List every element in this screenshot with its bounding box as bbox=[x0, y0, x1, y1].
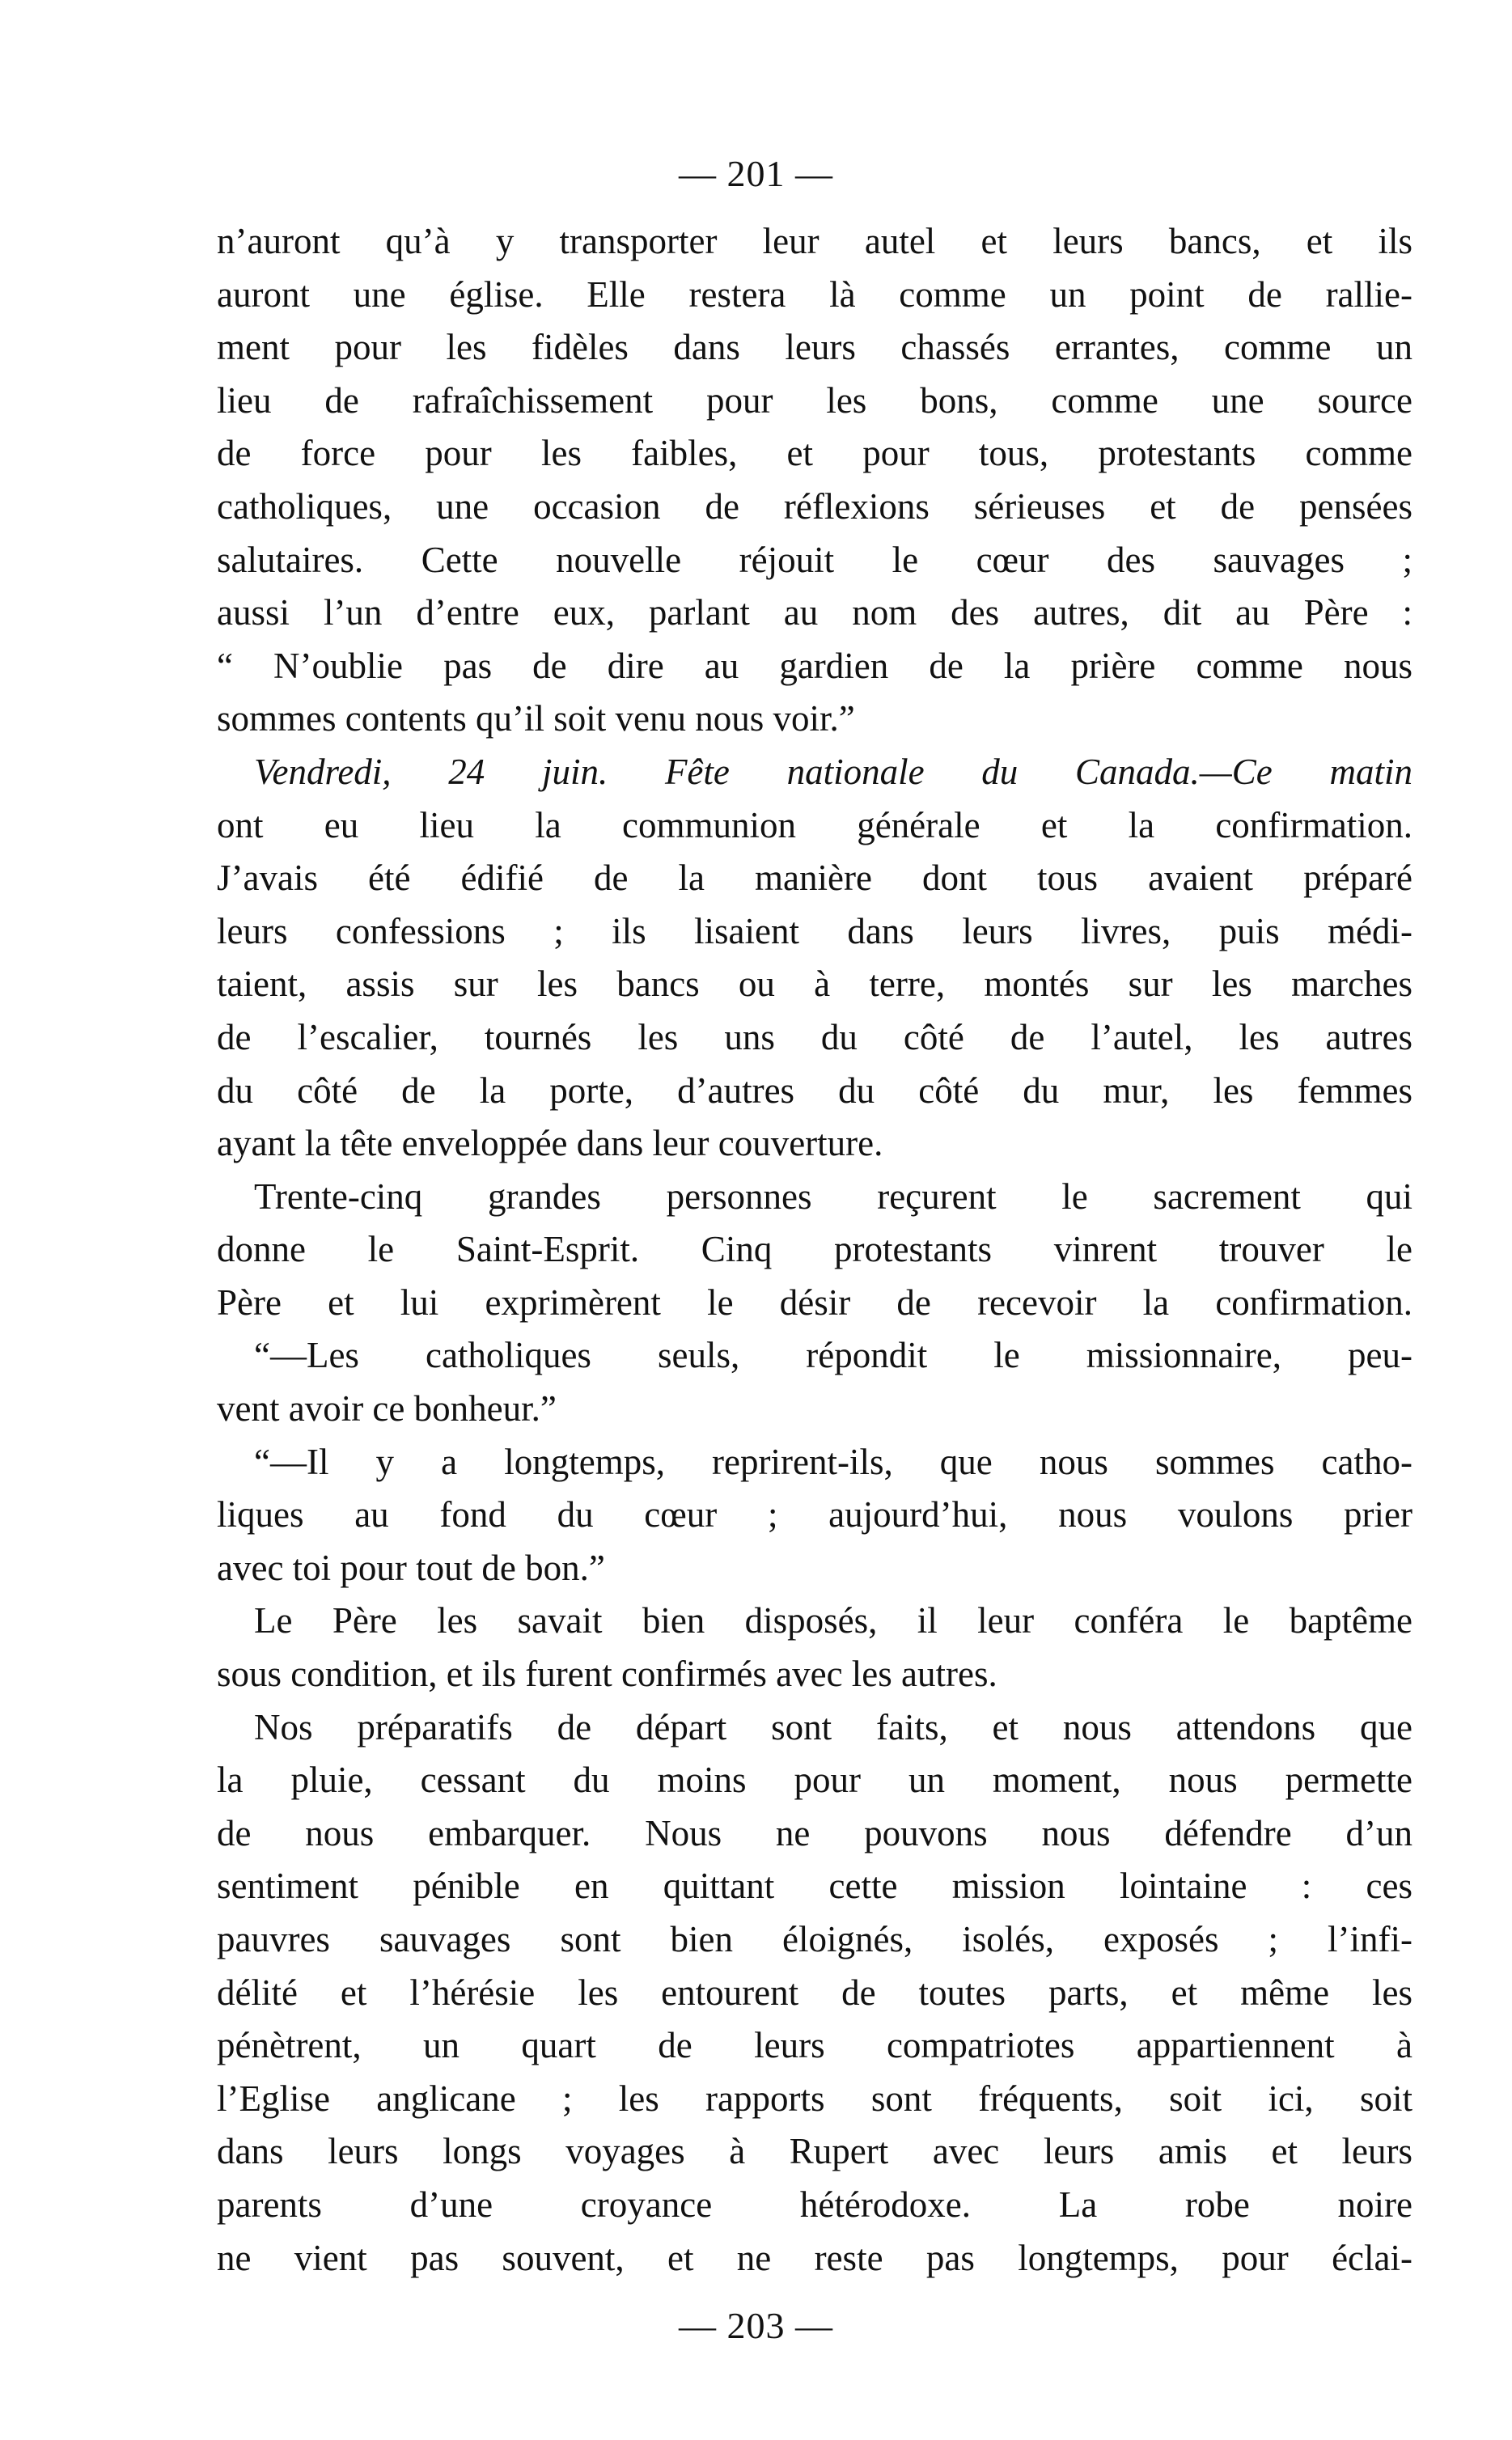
text-line-dateline: Vendredi, 24 juin. Fête nationale du Canada.—Ce matin bbox=[254, 751, 1412, 792]
text-line: auront une église. Elle restera là comme un point de rallie- bbox=[217, 273, 1412, 315]
text-line: vent avoir ce bonheur.” bbox=[217, 1388, 557, 1430]
text-line: dans leurs longs voyages à Rupert avec leurs amis et leurs bbox=[217, 2131, 1412, 2172]
text-line: sous condition, et ils furent confirmés avec les autres. bbox=[217, 1654, 997, 1695]
text-line: “—Il y a longtemps, reprirent-ils, que nous sommes catho- bbox=[254, 1441, 1412, 1482]
text-line: avec toi pour tout de bon.” bbox=[217, 1547, 605, 1588]
text-line: parents d’une croyance hétérodoxe. La robe noire bbox=[217, 2184, 1412, 2225]
text-line: salutaires. Cette nouvelle réjouit le cœur des sauvages ; bbox=[217, 539, 1412, 580]
text-line: de force pour les faibles, et pour tous, protestants comme bbox=[217, 433, 1412, 474]
text-line: lieu de rafraîchissement pour les bons, comme une source bbox=[217, 379, 1412, 421]
text-line: ment pour les fidèles dans leurs chassés errantes, comme un bbox=[217, 327, 1412, 368]
text-line: délité et l’hérésie les entourent de toutes parts, et même les bbox=[217, 1972, 1412, 2013]
text-line: liques au fond du cœur ; aujourd’hui, nous voulons prier bbox=[217, 1494, 1412, 1536]
text-line: J’avais été édifié de la manière dont tous avaient préparé bbox=[217, 858, 1412, 899]
text-line: Trente-cinq grandes personnes reçurent le sacrement qui bbox=[254, 1176, 1412, 1217]
text-line: n’auront qu’à y transporter leur autel et leurs bancs, et ils bbox=[217, 221, 1412, 261]
text-line: catholiques, une occasion de réflexions sérieuses et de pensées bbox=[217, 485, 1412, 527]
text-line: donne le Saint-Esprit. Cinq protestants vinrent trouver le bbox=[217, 1229, 1412, 1270]
text-line: ne vient pas souvent, et ne reste pas longtemps, pour éclai- bbox=[217, 2237, 1412, 2278]
page-number-bottom: — 203 — bbox=[679, 2305, 833, 2346]
text-line: pauvres sauvages sont bien éloignés, isolés, exposés ; l’infi- bbox=[217, 1919, 1412, 1959]
page-number-top: — 201 — bbox=[679, 153, 833, 194]
text-line: “ N’oublie pas de dire au gardien de la prière comme nous bbox=[217, 645, 1412, 686]
text-line: Père et lui exprimèrent le désir de recevoir la confirmation. bbox=[217, 1281, 1412, 1323]
text-line: leurs confessions ; ils lisaient dans leurs livres, puis médi- bbox=[217, 910, 1412, 951]
text-line: l’Eglise anglicane ; les rapports sont fréquents, soit ici, soit bbox=[217, 2078, 1412, 2119]
body-text bbox=[217, 215, 1412, 2285]
text-line: Le Père les savait bien disposés, il leur conféra le baptême bbox=[254, 1600, 1412, 1641]
text-line: de nous embarquer. Nous ne pouvons nous défendre d’un bbox=[217, 1812, 1412, 1853]
text-line: du côté de la porte, d’autres du côté du mur, les femmes bbox=[217, 1070, 1412, 1111]
text-line: la pluie, cessant du moins pour un moment, nous permette bbox=[217, 1760, 1412, 1801]
text-line: sommes contents qu’il soit venu nous voir.” bbox=[217, 698, 855, 739]
text-line: de l’escalier, tournés les uns du côté de l’autel, les autres bbox=[217, 1016, 1412, 1057]
text-line: “—Les catholiques seuls, répondit le missionnaire, peu- bbox=[254, 1335, 1412, 1376]
text-line: ayant la tête enveloppée dans leur couverture. bbox=[217, 1123, 883, 1164]
text-line: taient, assis sur les bancs ou à terre, montés sur les marches bbox=[217, 964, 1412, 1005]
text-line: aussi l’un d’entre eux, parlant au nom des autres, dit au Père : bbox=[217, 592, 1412, 633]
text-line: ont eu lieu la communion générale et la confirmation. bbox=[217, 804, 1412, 845]
text-line: Nos préparatifs de départ sont faits, et nous attendons que bbox=[254, 1706, 1412, 1747]
text-line: sentiment pénible en quittant cette mission lointaine : ces bbox=[217, 1866, 1412, 1907]
text-line: pénètrent, un quart de leurs compatriotes appartiennent à bbox=[217, 2025, 1412, 2066]
